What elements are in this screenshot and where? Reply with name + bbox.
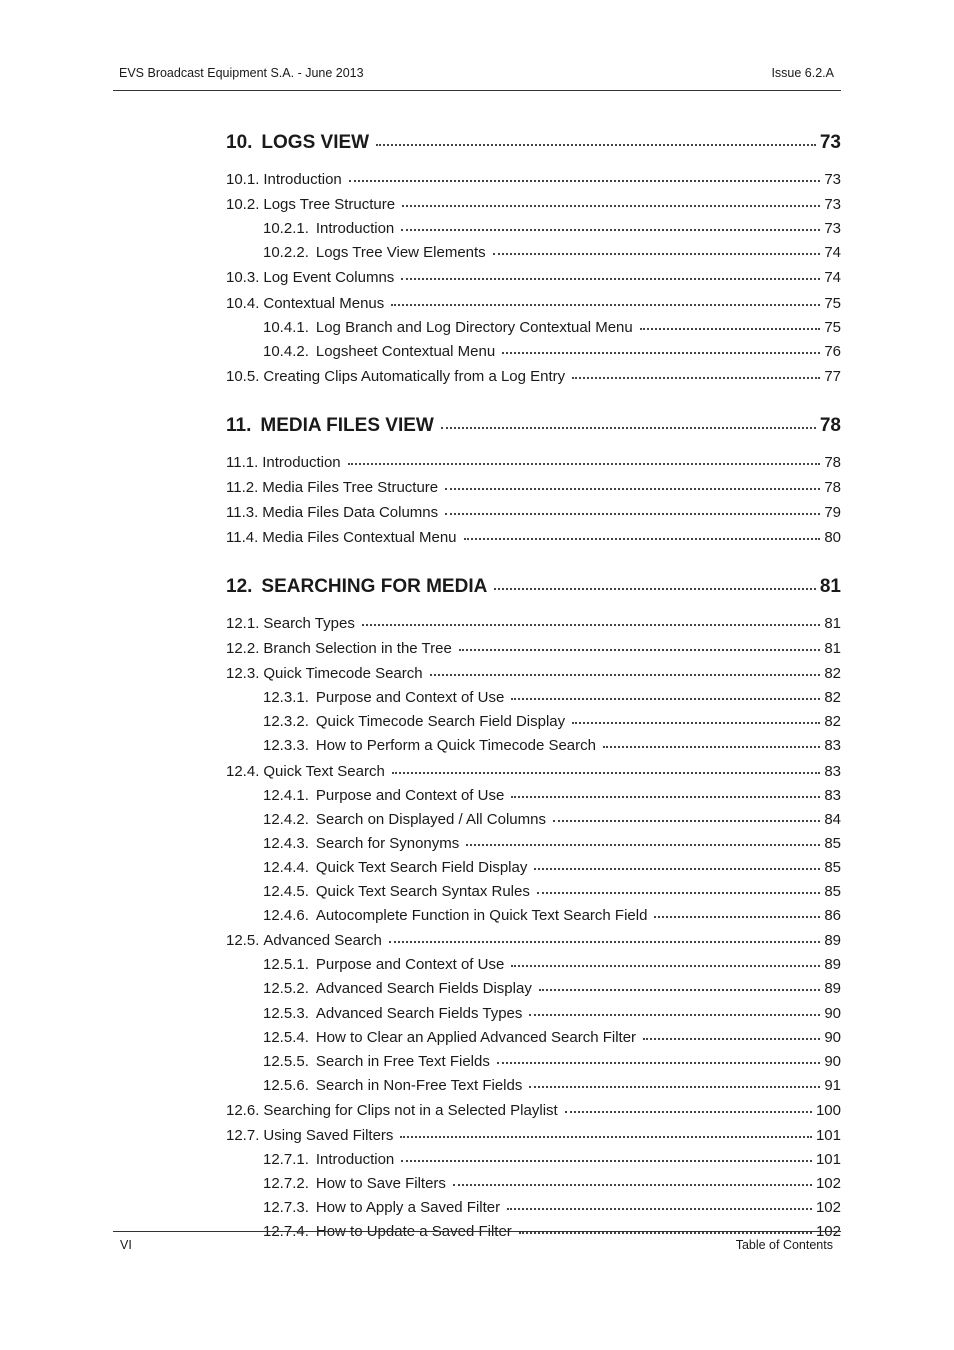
toc-leader-dots xyxy=(511,796,820,798)
toc-entry[interactable] xyxy=(263,1174,841,1194)
toc-chapter-entry[interactable] xyxy=(226,575,841,599)
toc-entry-title: Logsheet Contextual Menu xyxy=(315,343,496,360)
header-issue: Issue 6.2.A xyxy=(771,66,834,80)
toc-entry[interactable] xyxy=(263,1150,841,1170)
toc-leader-dots xyxy=(362,624,820,626)
toc-leader-dots xyxy=(401,229,820,231)
toc-entry-title: Media Files Tree Structure xyxy=(262,479,439,496)
toc-entry-label xyxy=(226,614,355,634)
toc-leader-dots xyxy=(349,180,821,182)
toc-entry[interactable] xyxy=(263,219,841,239)
toc-leader-dots xyxy=(553,820,820,822)
toc-entry-title: Creating Clips Automatically from a Log Entry xyxy=(263,368,566,385)
toc-entry-page: 77 xyxy=(824,368,841,385)
toc-leader-dots xyxy=(441,427,816,429)
toc-entry-number: 12.5.2. xyxy=(263,980,309,997)
toc-entry-page: 73 xyxy=(824,171,841,188)
toc-entry-label xyxy=(263,834,459,854)
toc-entry[interactable] xyxy=(226,931,841,951)
toc-entry[interactable] xyxy=(226,268,841,288)
toc-entry-page: 78 xyxy=(819,415,841,436)
toc-entry-label xyxy=(226,367,565,387)
toc-leader-dots xyxy=(459,649,820,651)
toc-entry[interactable] xyxy=(226,1101,841,1121)
toc-entry-label xyxy=(226,170,342,190)
toc-leader-dots xyxy=(603,746,820,748)
toc-entry-label xyxy=(263,1150,394,1170)
toc-entry-label xyxy=(226,195,395,215)
toc-entry-title: SEARCHING FOR MEDIA xyxy=(261,576,488,597)
toc-entry-label xyxy=(263,906,647,926)
toc-leader-dots xyxy=(643,1038,820,1040)
toc-entry-label xyxy=(226,453,341,473)
toc-entry-number: 12.1. xyxy=(226,615,260,632)
toc-entry-title: Quick Text Search Field Display xyxy=(315,859,528,876)
toc-entry[interactable] xyxy=(263,882,841,902)
toc-leader-dots xyxy=(430,674,821,676)
toc-leader-dots xyxy=(445,488,820,490)
toc-entry-number: 10.2. xyxy=(226,196,260,213)
toc-entry[interactable] xyxy=(263,736,841,756)
toc-leader-dots xyxy=(529,1014,820,1016)
toc-entry-label xyxy=(263,243,486,263)
footer-rule xyxy=(113,1231,841,1232)
toc-entry-page: 82 xyxy=(824,689,841,706)
toc-entry-label xyxy=(226,294,384,314)
toc-entry-label xyxy=(226,1101,558,1121)
toc-entry-page: 82 xyxy=(824,713,841,730)
toc-chapter-entry[interactable] xyxy=(226,131,841,155)
toc-entry-label xyxy=(263,1076,522,1096)
toc-entry[interactable] xyxy=(263,810,841,830)
toc-entry-page: 83 xyxy=(824,763,841,780)
toc-entry-page: 82 xyxy=(824,665,841,682)
toc-entry-page: 91 xyxy=(824,1077,841,1094)
toc-entry-label xyxy=(263,219,394,239)
toc-entry-title: Autocomplete Function in Quick Text Search Field xyxy=(315,907,648,924)
toc-entry-label xyxy=(226,528,457,548)
toc-entry-page: 89 xyxy=(824,980,841,997)
toc-entry-number: 12.6. xyxy=(226,1102,260,1119)
toc-entry-title: Log Branch and Log Directory Contextual Menu xyxy=(315,319,633,336)
toc-entry-title: Quick Text Search xyxy=(263,763,385,780)
toc-entry[interactable] xyxy=(263,786,841,806)
toc-entry-title: Logs Tree View Elements xyxy=(315,244,486,261)
toc-leader-dots xyxy=(392,772,820,774)
toc-entry-page: 73 xyxy=(824,196,841,213)
toc-entry-number: 12.7.1. xyxy=(263,1151,309,1168)
toc-entry-title: Introduction xyxy=(263,171,342,188)
toc-entry-number: 12.7. xyxy=(226,1127,260,1144)
toc-entry-page: 75 xyxy=(824,319,841,336)
toc-entry-number: 12.2. xyxy=(226,640,260,657)
toc-entry[interactable] xyxy=(263,318,841,338)
toc-entry[interactable] xyxy=(226,1126,841,1146)
toc-entry-page: 74 xyxy=(824,244,841,261)
toc-entry-label xyxy=(263,342,495,362)
toc-entry-label xyxy=(263,979,532,999)
toc-entry-title: Using Saved Filters xyxy=(263,1127,394,1144)
toc-entry-number: 11.1. xyxy=(226,454,259,471)
toc-entry-number: 12.7.4. xyxy=(263,1223,309,1240)
toc-entry-label xyxy=(263,786,504,806)
toc-leader-dots xyxy=(391,304,820,306)
toc-entry-number: 10.4.2. xyxy=(263,343,309,360)
toc-entry-label xyxy=(263,955,504,975)
toc-entry-page: 80 xyxy=(824,529,841,546)
toc-entry-title: Introduction xyxy=(315,1151,395,1168)
toc-leader-dots xyxy=(493,253,821,255)
toc-entry-page: 86 xyxy=(824,907,841,924)
toc-entry-page: 78 xyxy=(824,479,841,496)
toc-entry-title: Advanced Search xyxy=(263,932,382,949)
toc-entry[interactable] xyxy=(226,614,841,634)
toc-leader-dots xyxy=(529,1086,820,1088)
toc-leader-dots xyxy=(502,352,820,354)
toc-entry-page: 90 xyxy=(824,1053,841,1070)
toc-entry-number: 10. xyxy=(226,132,253,153)
page-header xyxy=(113,64,841,91)
toc-entry-number: 12.3.3. xyxy=(263,737,309,754)
toc-entry-page: 85 xyxy=(824,859,841,876)
toc-entry-label xyxy=(263,1028,636,1048)
toc-entry-number: 12.4.3. xyxy=(263,835,309,852)
toc-entry-title: Logs Tree Structure xyxy=(263,196,396,213)
toc-entry[interactable] xyxy=(226,170,841,190)
toc-leader-dots xyxy=(497,1062,820,1064)
toc-leader-dots xyxy=(534,868,820,870)
toc-entry-page: 90 xyxy=(824,1005,841,1022)
footer-page-number: VI xyxy=(120,1238,132,1252)
toc-leader-dots xyxy=(464,538,821,540)
toc-entry-title: Search Types xyxy=(263,615,355,632)
toc-entry[interactable] xyxy=(263,858,841,878)
toc-leader-dots xyxy=(572,377,820,379)
toc-entry-number: 11.4. xyxy=(226,529,259,546)
toc-entry-page: 100 xyxy=(815,1102,841,1119)
toc-entry-number: 12.3. xyxy=(226,665,260,682)
toc-leader-dots xyxy=(565,1111,812,1113)
toc-entry-title: Search in Non-Free Text Fields xyxy=(315,1077,523,1094)
toc-leader-dots xyxy=(572,722,820,724)
toc-leader-dots xyxy=(401,278,820,280)
toc-entry[interactable] xyxy=(263,688,841,708)
toc-entry[interactable] xyxy=(226,503,841,523)
toc-entry-page: 75 xyxy=(824,295,841,312)
toc-leader-dots xyxy=(402,205,820,207)
toc-entry[interactable] xyxy=(226,639,841,659)
toc-entry-page: 89 xyxy=(824,956,841,973)
toc-entry-title: LOGS VIEW xyxy=(261,132,370,153)
toc-entry-title: Quick Text Search Syntax Rules xyxy=(315,883,530,900)
toc-entry[interactable] xyxy=(263,712,841,732)
toc-entry-page: 85 xyxy=(824,883,841,900)
toc-leader-dots xyxy=(445,513,820,515)
toc-entry-number: 11.3. xyxy=(226,504,259,521)
toc-entry-page: 85 xyxy=(824,835,841,852)
toc-entry-number: 10.2.1. xyxy=(263,220,309,237)
toc-entry-label xyxy=(226,268,394,288)
toc-leader-dots xyxy=(539,989,820,991)
toc-entry-label xyxy=(263,1174,446,1194)
toc-entry[interactable] xyxy=(263,1198,841,1218)
toc-entry-number: 12.5. xyxy=(226,932,260,949)
toc-entry[interactable] xyxy=(226,195,841,215)
toc-entry-label xyxy=(263,1222,512,1242)
toc-entry[interactable] xyxy=(263,834,841,854)
toc-entry[interactable] xyxy=(226,762,841,782)
toc-entry[interactable] xyxy=(263,243,841,263)
toc-entry-title: Purpose and Context of Use xyxy=(315,956,505,973)
toc-entry[interactable] xyxy=(263,955,841,975)
toc-entry-label xyxy=(263,1052,490,1072)
toc-entry-page: 81 xyxy=(824,640,841,657)
toc-entry[interactable] xyxy=(226,367,841,387)
toc-leader-dots xyxy=(389,941,821,943)
toc-leader-dots xyxy=(654,916,820,918)
toc-entry[interactable] xyxy=(226,478,841,498)
toc-entry-label xyxy=(263,688,504,708)
toc-entry-title: Search in Free Text Fields xyxy=(315,1053,490,1070)
toc-entry-title: How to Save Filters xyxy=(315,1175,446,1192)
toc-entry-title: Quick Timecode Search Field Display xyxy=(315,713,566,730)
toc-entry-label xyxy=(263,1198,500,1218)
toc-entry-page: 90 xyxy=(824,1029,841,1046)
toc-entry-label xyxy=(263,712,565,732)
toc-entry-number: 11.2. xyxy=(226,479,259,496)
toc-leader-dots xyxy=(400,1136,812,1138)
toc-chapter-entry[interactable] xyxy=(226,414,841,438)
toc-entry-number: 12.5.6. xyxy=(263,1077,309,1094)
toc-entry-number: 12.5.5. xyxy=(263,1053,309,1070)
toc-entry[interactable] xyxy=(263,1052,841,1072)
toc-entry-page: 83 xyxy=(824,737,841,754)
toc-entry-title: Introduction xyxy=(262,454,341,471)
toc-entry-label xyxy=(263,882,530,902)
toc-entry-title: How to Perform a Quick Timecode Search xyxy=(315,737,596,754)
toc-entry-title: Purpose and Context of Use xyxy=(315,689,505,706)
toc-entry-number: 12.7.2. xyxy=(263,1175,309,1192)
toc-entry-page: 73 xyxy=(819,132,841,153)
toc-entry-number: 12. xyxy=(226,576,253,597)
toc-entry-number: 12.4.5. xyxy=(263,883,309,900)
toc-entry-page: 73 xyxy=(824,220,841,237)
footer-section-title: Table of Contents xyxy=(735,1238,833,1252)
toc-entry-title: Media Files Contextual Menu xyxy=(262,529,457,546)
toc-leader-dots xyxy=(507,1208,812,1210)
toc-entry[interactable] xyxy=(263,906,841,926)
toc-entry-title: Search on Displayed / All Columns xyxy=(315,811,546,828)
toc-entry[interactable] xyxy=(263,979,841,999)
toc-entry-number: 12.5.3. xyxy=(263,1005,309,1022)
toc-entry-page: 101 xyxy=(815,1151,841,1168)
toc-entry-label xyxy=(226,664,423,684)
toc-entry-title: How to Update a Saved Filter xyxy=(315,1223,512,1240)
toc-entry-title: Introduction xyxy=(315,220,395,237)
toc-entry-number: 12.5.4. xyxy=(263,1029,309,1046)
toc-entry-number: 12.4.1. xyxy=(263,787,309,804)
toc-entry-title: How to Apply a Saved Filter xyxy=(315,1199,501,1216)
toc-entry-page: 102 xyxy=(815,1175,841,1192)
toc-entry-page: 74 xyxy=(824,269,841,286)
toc-entry-number: 11. xyxy=(226,415,252,436)
toc-entry[interactable] xyxy=(226,294,841,314)
toc-entry-label xyxy=(263,858,527,878)
toc-entry-page: 89 xyxy=(824,932,841,949)
toc-entry-number: 12.3.1. xyxy=(263,689,309,706)
toc-entry-title: Log Event Columns xyxy=(263,269,395,286)
toc-entry-number: 12.4.6. xyxy=(263,907,309,924)
toc-entry-page: 101 xyxy=(815,1127,841,1144)
toc-entry-label xyxy=(226,131,369,155)
toc-entry[interactable] xyxy=(226,528,841,548)
toc-entry-title: Advanced Search Fields Display xyxy=(315,980,532,997)
toc-entry-title: MEDIA FILES VIEW xyxy=(260,415,434,436)
toc-entry-label xyxy=(263,736,596,756)
toc-entry[interactable] xyxy=(226,664,841,684)
toc-entry-page: 102 xyxy=(815,1223,841,1240)
toc-entry-number: 10.3. xyxy=(226,269,260,286)
toc-leader-dots xyxy=(466,844,820,846)
toc-entry[interactable] xyxy=(263,1028,841,1048)
toc-entry-page: 79 xyxy=(824,504,841,521)
toc-entry-number: 12.7.3. xyxy=(263,1199,309,1216)
toc-entry[interactable] xyxy=(263,1004,841,1024)
toc-leader-dots xyxy=(348,463,821,465)
toc-leader-dots xyxy=(376,144,816,146)
toc-leader-dots xyxy=(511,965,820,967)
toc-entry-page: 83 xyxy=(824,787,841,804)
toc-entry[interactable] xyxy=(263,342,841,362)
toc-entry-number: 10.1. xyxy=(226,171,260,188)
toc-entry[interactable] xyxy=(226,453,841,473)
toc-leader-dots xyxy=(537,892,820,894)
toc-entry-number: 10.5. xyxy=(226,368,260,385)
toc-entry-label xyxy=(226,762,385,782)
toc-entry-title: Media Files Data Columns xyxy=(262,504,439,521)
toc-entry-title: Search for Synonyms xyxy=(315,835,460,852)
toc-entry-title: Contextual Menus xyxy=(263,295,385,312)
toc-entry-label xyxy=(263,318,633,338)
toc-entry-label xyxy=(226,931,382,951)
toc-entry-label xyxy=(263,1004,522,1024)
toc-leader-dots xyxy=(494,588,816,590)
toc-entry-page: 102 xyxy=(815,1199,841,1216)
toc-entry-number: 12.3.2. xyxy=(263,713,309,730)
toc-entry-number: 12.4.2. xyxy=(263,811,309,828)
toc-entry-page: 81 xyxy=(819,576,841,597)
toc-entry-number: 12.4. xyxy=(226,763,260,780)
toc-entry-title: Quick Timecode Search xyxy=(263,665,423,682)
toc-entry-page: 81 xyxy=(824,615,841,632)
toc-entry-label xyxy=(263,810,546,830)
toc-leader-dots xyxy=(511,698,820,700)
toc-entry-title: Advanced Search Fields Types xyxy=(315,1005,523,1022)
toc-entry-number: 12.5.1. xyxy=(263,956,309,973)
toc-entry-page: 78 xyxy=(824,454,841,471)
toc-entry-page: 84 xyxy=(824,811,841,828)
toc-leader-dots xyxy=(519,1232,812,1234)
toc-entry-label xyxy=(226,503,438,523)
toc-entry-number: 10.4.1. xyxy=(263,319,309,336)
toc-entry-title: How to Clear an Applied Advanced Search Filter xyxy=(315,1029,637,1046)
toc-entry-title: Searching for Clips not in a Selected Playlist xyxy=(263,1102,558,1119)
toc-entry-label xyxy=(226,575,487,599)
toc-entry-label xyxy=(226,639,452,659)
toc-entry-number: 10.2.2. xyxy=(263,244,309,261)
toc-entry-label xyxy=(226,414,434,438)
toc-entry-number: 10.4. xyxy=(226,295,260,312)
toc-entry-label xyxy=(226,1126,393,1146)
toc-leader-dots xyxy=(401,1160,812,1162)
toc-entry-title: Purpose and Context of Use xyxy=(315,787,505,804)
toc-entry-page: 76 xyxy=(824,343,841,360)
toc-entry-label xyxy=(226,478,438,498)
toc-entry[interactable] xyxy=(263,1076,841,1096)
toc-entry-number: 12.4.4. xyxy=(263,859,309,876)
header-publisher: EVS Broadcast Equipment S.A. - June 2013 xyxy=(119,66,364,80)
toc-leader-dots xyxy=(640,328,821,330)
toc-entry-title: Branch Selection in the Tree xyxy=(263,640,452,657)
toc-leader-dots xyxy=(453,1184,812,1186)
